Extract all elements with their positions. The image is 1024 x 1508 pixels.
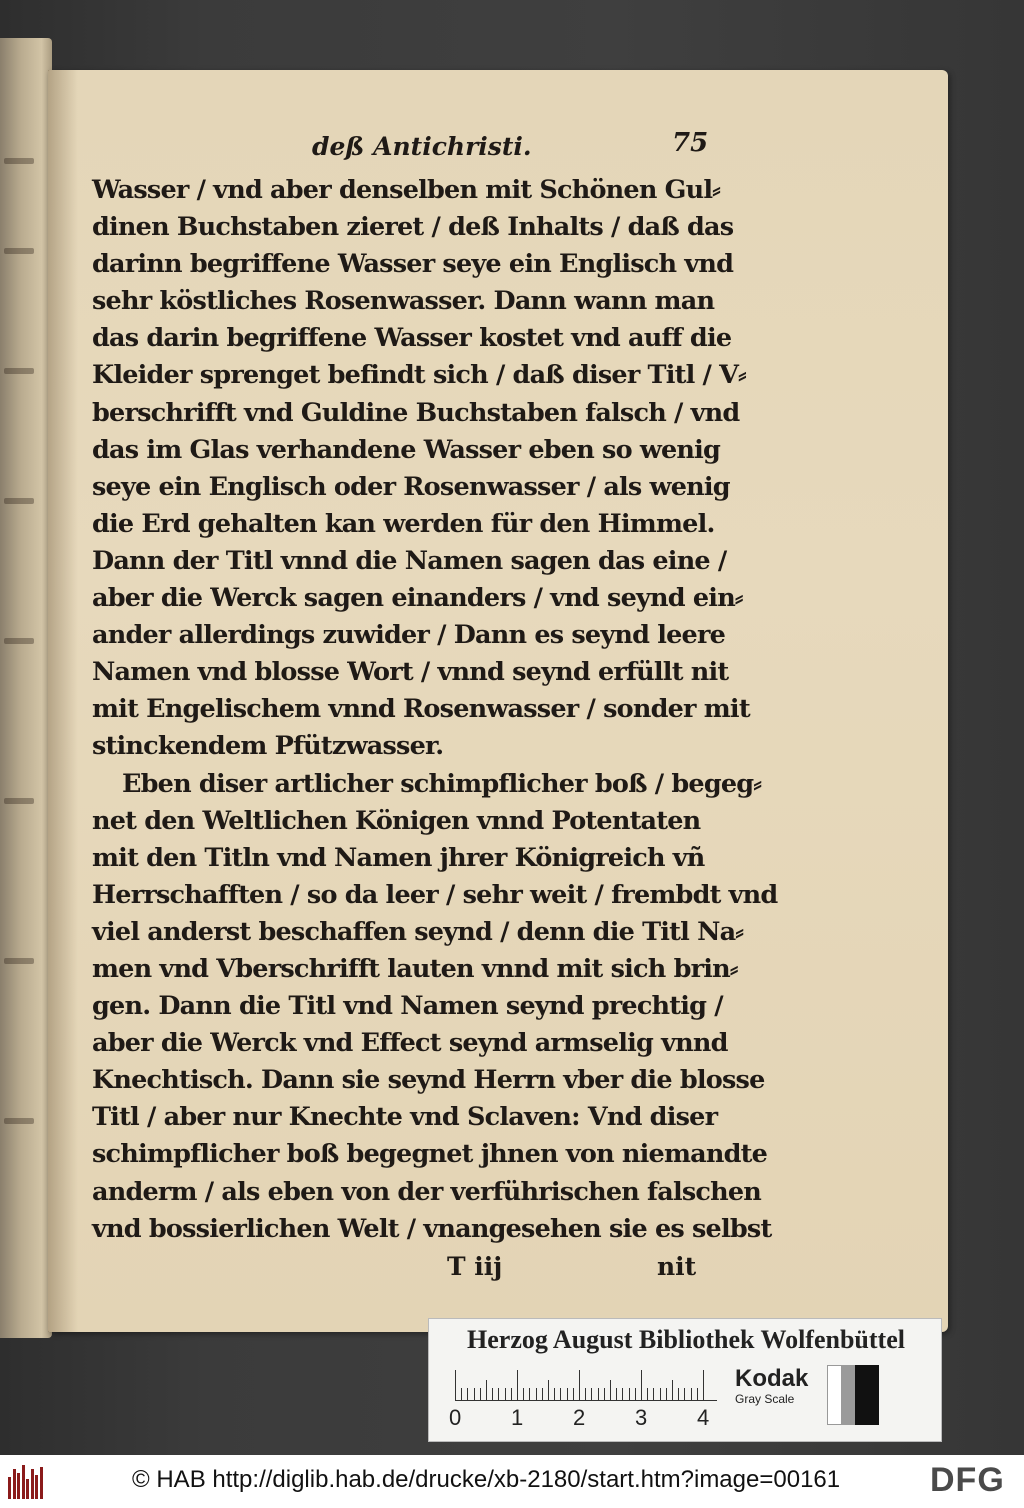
ruler-tick bbox=[517, 1370, 518, 1400]
ruler-tick bbox=[455, 1370, 456, 1400]
ruler-tick bbox=[691, 1388, 692, 1400]
dfg-logo: DFG bbox=[930, 1461, 1005, 1499]
ruler-tick bbox=[622, 1388, 623, 1400]
ruler-tick bbox=[480, 1388, 481, 1400]
gray-scale-label: Gray Scale bbox=[735, 1392, 795, 1406]
margin-mark bbox=[4, 798, 34, 804]
ruler-tick bbox=[666, 1388, 667, 1400]
ruler-tick bbox=[548, 1380, 549, 1400]
copyright-credit: © HAB http://diglib.hab.de/drucke/xb-2180/start.htm?image=00161 bbox=[132, 1466, 841, 1493]
running-head bbox=[92, 128, 712, 172]
text-line: Wasser / vnd aber denselben mit Schönen Gul⸗ bbox=[92, 175, 720, 205]
logo-bar bbox=[26, 1479, 29, 1499]
logo-bar bbox=[13, 1469, 16, 1499]
ruler-tick bbox=[672, 1380, 673, 1400]
text-line: schimpflicher boß begegnet jhnen von niemandte bbox=[92, 1139, 768, 1170]
text-line: mit Engelischem vnnd Rosenwasser / sonder mit bbox=[92, 694, 750, 725]
ruler-tick bbox=[604, 1388, 605, 1400]
ruler-tick bbox=[629, 1388, 630, 1400]
color-calibration-strip bbox=[428, 1318, 942, 1442]
ruler-tick bbox=[684, 1388, 685, 1400]
running-head-title: deß Antichristi. bbox=[312, 132, 532, 161]
ruler-tick bbox=[505, 1388, 506, 1400]
ruler-tick bbox=[529, 1388, 530, 1400]
logo-bar bbox=[31, 1469, 34, 1499]
kodak-brand: Kodak bbox=[735, 1365, 809, 1392]
text-line: Namen vnd blosse Wort / vnnd seynd erfüllt nit bbox=[92, 657, 729, 688]
text-line: aber die Werck sagen einanders / vnd seynd ein⸗ bbox=[92, 583, 743, 614]
gray-swatch bbox=[841, 1365, 855, 1425]
text-line: berschrifft vnd Guldine Buchstaben falsch / vnd bbox=[92, 397, 740, 428]
ruler-tick bbox=[492, 1388, 493, 1400]
signature-row bbox=[92, 1248, 712, 1288]
ruler-tick bbox=[610, 1380, 611, 1400]
logo-bar bbox=[17, 1473, 20, 1499]
ruler-number: 4 bbox=[697, 1405, 710, 1430]
ruler-tick bbox=[567, 1388, 568, 1400]
margin-mark bbox=[4, 248, 34, 254]
signature-mark: T iij bbox=[447, 1251, 503, 1281]
margin-mark bbox=[4, 958, 34, 964]
text-line: das im Glas verhandene Wasser eben so wenig bbox=[92, 434, 721, 465]
text-line: Knechtisch. Dann sie seynd Herrn vber die blosse bbox=[92, 1065, 765, 1096]
ruler-tick bbox=[560, 1388, 561, 1400]
margin-mark bbox=[4, 158, 34, 164]
ruler-tick bbox=[573, 1388, 574, 1400]
ruler-tick bbox=[467, 1388, 468, 1400]
text-line: das darin begriffene Wasser kostet vnd auff die bbox=[92, 323, 732, 354]
text-line: sehr köstliches Rosenwasser. Dann wann man bbox=[92, 286, 715, 317]
measurement-ruler bbox=[455, 1369, 717, 1401]
text-line: stinckendem Pfützwasser. bbox=[92, 731, 444, 762]
ruler-tick bbox=[474, 1388, 475, 1400]
library-name: Herzog August Bibliothek Wolfenbüttel bbox=[467, 1325, 905, 1354]
ruler-tick bbox=[585, 1388, 586, 1400]
text-line: die Erd gehalten kan werden für den Himmel. bbox=[92, 508, 715, 539]
ruler-tick bbox=[511, 1388, 512, 1400]
text-line: seye ein Englisch oder Rosenwasser / als wenig bbox=[92, 471, 730, 502]
book-page bbox=[48, 70, 948, 1332]
ruler-tick bbox=[616, 1388, 617, 1400]
ruler-tick bbox=[641, 1370, 642, 1400]
ruler-tick bbox=[697, 1388, 698, 1400]
text-line: darinn begriffene Wasser seye ein Englisch vnd bbox=[92, 249, 734, 280]
ruler-number: 3 bbox=[635, 1405, 648, 1430]
margin-mark bbox=[4, 498, 34, 504]
text-line: viel anderst beschaffen seynd / denn die Titl Na⸗ bbox=[92, 916, 744, 947]
ruler-tick bbox=[542, 1388, 543, 1400]
text-line: Dann der Titl vnnd die Namen sagen das eine / bbox=[92, 545, 727, 576]
ruler-tick bbox=[660, 1388, 661, 1400]
ruler-tick bbox=[635, 1388, 636, 1400]
ruler-tick bbox=[653, 1388, 654, 1400]
page-text bbox=[92, 128, 778, 1288]
ruler-tick bbox=[486, 1380, 487, 1400]
margin-mark bbox=[4, 1118, 34, 1124]
ruler-number: 1 bbox=[511, 1405, 524, 1430]
margin-mark bbox=[4, 368, 34, 374]
logo-bar bbox=[40, 1467, 43, 1499]
text-line: anderm / als eben von der verführischen falschen bbox=[92, 1176, 762, 1207]
hab-logo-icon bbox=[8, 1465, 44, 1499]
logo-bar bbox=[35, 1475, 38, 1499]
ruler-tick bbox=[703, 1370, 704, 1400]
ruler-tick bbox=[536, 1388, 537, 1400]
ruler-tick bbox=[554, 1388, 555, 1400]
ruler-numbers bbox=[445, 1405, 735, 1435]
ruler-tick bbox=[461, 1388, 462, 1400]
ruler-number: 0 bbox=[449, 1405, 462, 1430]
black-swatch bbox=[855, 1365, 879, 1425]
text-line: men vnd Vberschrifft lauten vnnd mit sich brin⸗ bbox=[92, 953, 738, 984]
text-line: Herrschafften / so da leer / sehr weit / frembdt vnd bbox=[92, 879, 778, 910]
ruler-tick bbox=[498, 1388, 499, 1400]
previous-page-edge bbox=[0, 38, 52, 1338]
text-line: Eben diser artlicher schimpflicher boß / begeg⸗ bbox=[122, 768, 762, 799]
text-line: Titl / aber nur Knechte vnd Sclaven: Vnd diser bbox=[92, 1102, 718, 1133]
ruler-tick bbox=[591, 1388, 592, 1400]
ruler-tick bbox=[647, 1388, 648, 1400]
ruler-tick bbox=[598, 1388, 599, 1400]
text-line: net den Weltlichen Königen vnnd Potentaten bbox=[92, 805, 701, 836]
text-line: dinen Buchstaben zieret / deß Inhalts / daß das bbox=[92, 212, 734, 243]
logo-bar bbox=[8, 1477, 11, 1499]
margin-mark bbox=[4, 638, 34, 644]
ruler-tick bbox=[523, 1388, 524, 1400]
text-line: mit den Titln vnd Namen jhrer Königreich vñ bbox=[92, 842, 705, 873]
ruler-number: 2 bbox=[573, 1405, 586, 1430]
text-line: gen. Dann die Titl vnd Namen seynd prechtig / bbox=[92, 991, 723, 1022]
catchword: nit bbox=[657, 1251, 697, 1281]
text-line: aber die Werck vnd Effect seynd armselig vnnd bbox=[92, 1028, 728, 1059]
text-line: Kleider sprenget befindt sich / daß diser Titl / V⸗ bbox=[92, 360, 746, 391]
footer-bar bbox=[0, 1455, 1024, 1508]
text-line: vnd bossierlichen Welt / vnangesehen sie es selbst bbox=[92, 1213, 772, 1244]
text-line: ander allerdings zuwider / Dann es seynd leere bbox=[92, 620, 726, 651]
page-number: 75 bbox=[672, 128, 709, 158]
ruler-tick bbox=[579, 1370, 580, 1400]
ruler-tick bbox=[678, 1388, 679, 1400]
logo-bar bbox=[22, 1465, 25, 1499]
